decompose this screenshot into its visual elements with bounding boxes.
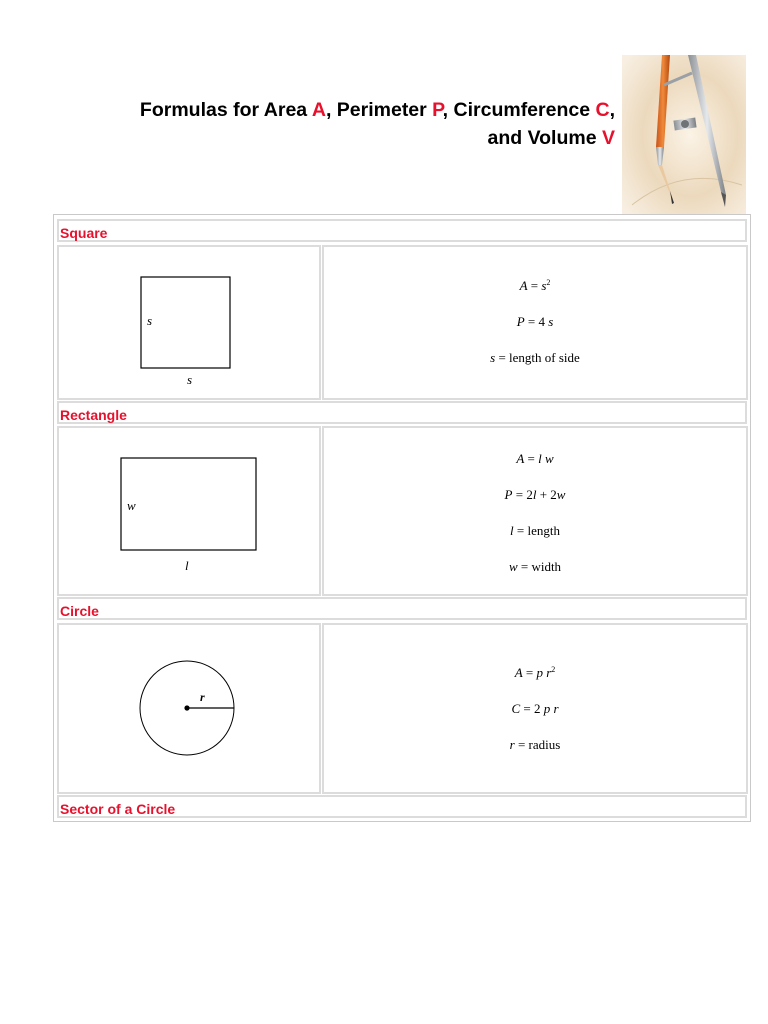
- rectangle-area-formula: [324, 451, 746, 467]
- square-perimeter-formula: [324, 314, 746, 330]
- square-formula-cell: [322, 245, 748, 400]
- circle-circumference-formula: [324, 701, 746, 717]
- title-text: and Volume: [487, 127, 602, 149]
- rectangle-diagram-cell: [57, 426, 321, 596]
- formula-var: w: [545, 451, 554, 466]
- circle-diagram-cell: [57, 623, 321, 794]
- rectangle-width-definition: [324, 559, 746, 575]
- formula-text: = 4: [524, 314, 549, 329]
- circle-diagram: [59, 625, 319, 792]
- section-header-circle: [57, 597, 747, 620]
- formula-var: w: [556, 487, 566, 502]
- rectangle-perimeter-formula: [324, 487, 746, 503]
- formula-var: p: [536, 665, 543, 680]
- compass-illustration: [622, 55, 746, 215]
- formula-exponent: 2: [546, 278, 551, 287]
- rectangle-shape: [121, 458, 256, 550]
- formula-var: r: [553, 701, 559, 716]
- circle-area-formula: [324, 665, 746, 681]
- title-text: Formulas for Area: [139, 99, 312, 121]
- formula-var: s: [541, 278, 547, 293]
- circle-center-dot: [184, 705, 189, 710]
- section-header-rectangle: [57, 401, 747, 424]
- formula-var: P: [504, 487, 513, 502]
- section-title: Rectangle: [60, 407, 127, 423]
- section-header-sector: [57, 795, 747, 818]
- square-shape: [141, 277, 230, 368]
- formula-var: A: [516, 451, 525, 466]
- formula-var: w: [508, 559, 518, 574]
- formula-text: = width: [517, 559, 562, 574]
- rectangle-length-definition: [324, 523, 746, 539]
- formula-var: s: [548, 314, 554, 329]
- square-area-formula: [324, 278, 746, 294]
- formula-text: = length: [513, 523, 560, 538]
- title-line-1: [40, 96, 615, 124]
- rectangle-formula-cell: [322, 426, 748, 596]
- rectangle-length-label: l: [185, 558, 189, 573]
- square-side-left-label: s: [147, 313, 153, 328]
- formula-var: C: [511, 701, 521, 716]
- formula-var: p: [543, 701, 551, 716]
- page-title: [40, 96, 615, 152]
- circle-formula-cell: [322, 623, 748, 794]
- rectangle-width-label: w: [127, 498, 136, 513]
- formula-var: l: [538, 451, 542, 466]
- formula-text: =: [527, 278, 542, 293]
- title-var-v: V: [601, 127, 615, 149]
- title-line-2: [40, 124, 615, 152]
- square-side-definition: [324, 350, 746, 366]
- square-side-bottom-label: s: [187, 372, 193, 387]
- section-header-square: [57, 219, 747, 242]
- formula-var: A: [519, 278, 528, 293]
- formula-text: =: [524, 451, 539, 466]
- section-title: Square: [60, 225, 108, 241]
- formula-text: =: [522, 665, 537, 680]
- formula-var: A: [514, 665, 523, 680]
- title-text: , Perimeter: [325, 99, 433, 121]
- formula-var: r: [509, 737, 515, 752]
- circle-radius-label: r: [200, 690, 205, 704]
- title-var-c: C: [595, 99, 610, 121]
- formula-var: s: [490, 350, 496, 365]
- formula-text: = radius: [514, 737, 561, 752]
- title-var-a: A: [311, 99, 326, 121]
- formula-text: + 2: [536, 487, 557, 502]
- formula-var: l: [510, 523, 514, 538]
- formula-var: P: [516, 314, 525, 329]
- formula-table: [53, 214, 751, 822]
- square-diagram-cell: [57, 245, 321, 400]
- formula-exponent: 2: [551, 665, 556, 674]
- formula-text: = 2: [512, 487, 533, 502]
- title-var-p: P: [432, 99, 443, 121]
- section-title: Circle: [60, 603, 99, 619]
- circle-radius-definition: [324, 737, 746, 753]
- formula-text: = 2: [520, 701, 544, 716]
- formula-var: l: [532, 487, 537, 502]
- formula-text: = length of side: [495, 350, 580, 365]
- title-text: , Circumference: [442, 99, 596, 121]
- formula-var: r: [546, 665, 552, 680]
- section-title: Sector of a Circle: [60, 801, 176, 817]
- rectangle-diagram: [59, 428, 319, 594]
- title-text: ,: [609, 99, 615, 121]
